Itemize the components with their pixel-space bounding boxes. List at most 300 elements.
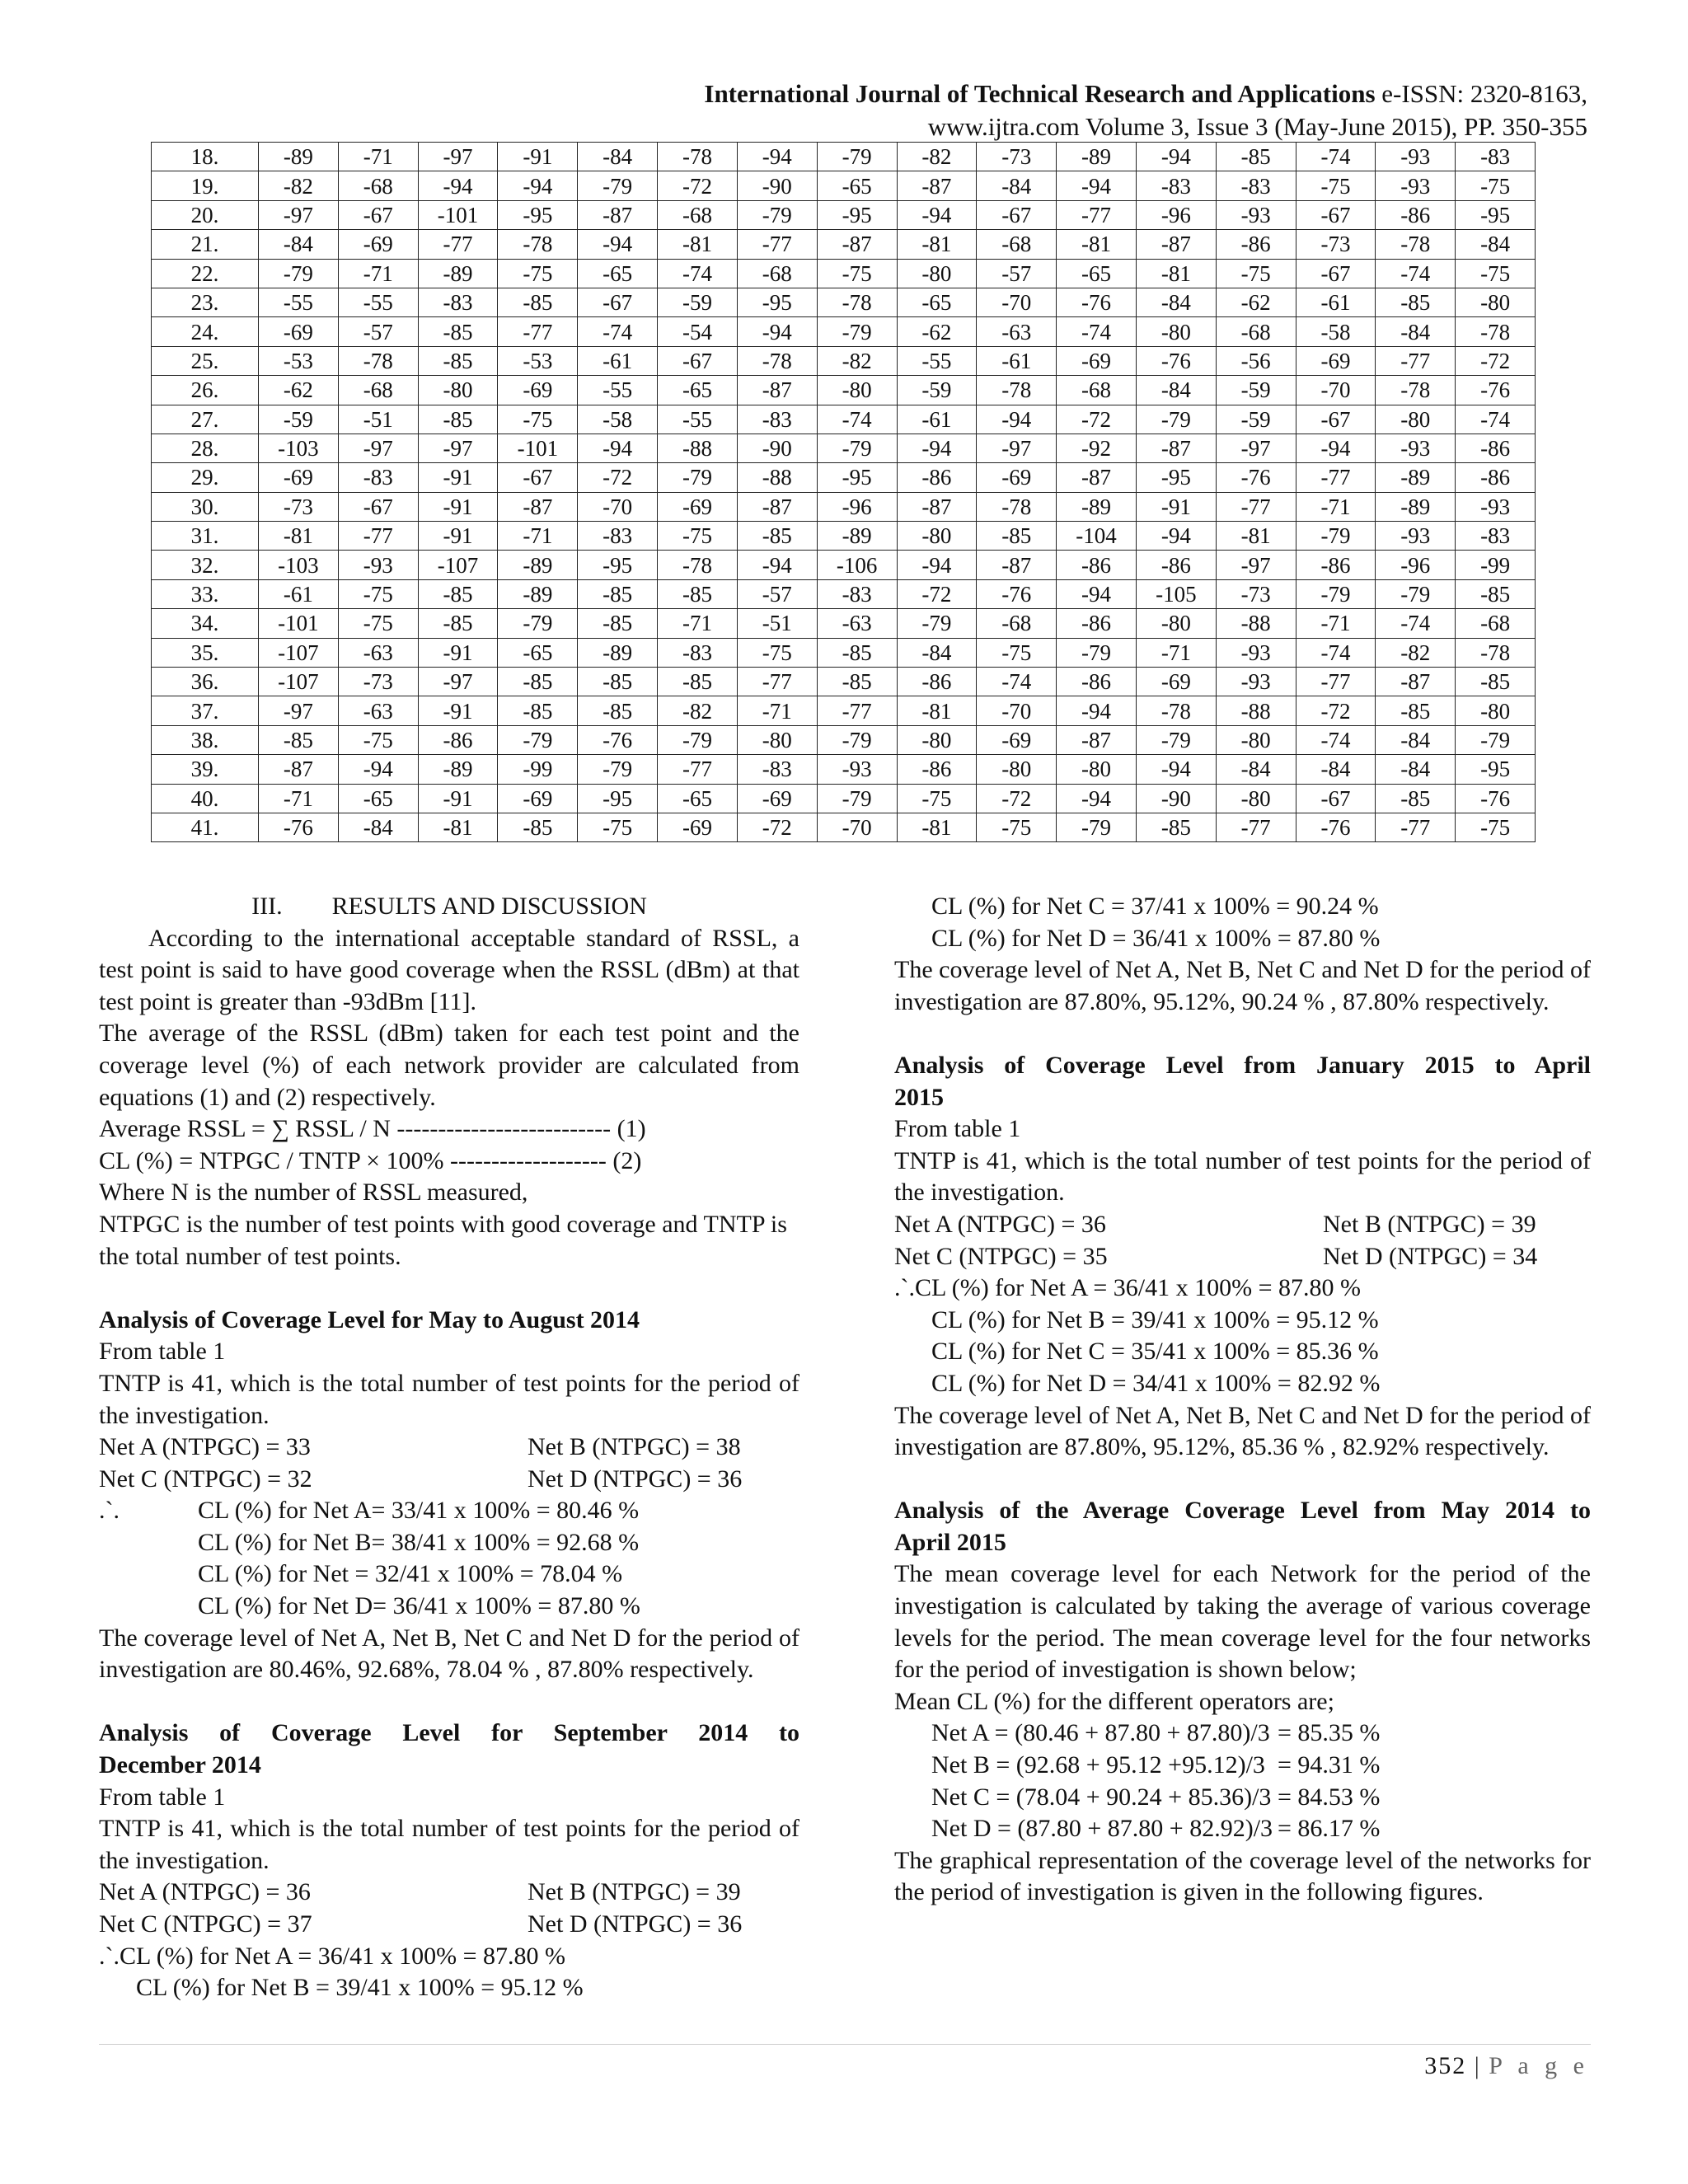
rssl-cell: -79 bbox=[1136, 725, 1216, 754]
rssl-cell: -83 bbox=[737, 405, 817, 434]
test-point-cell: 27. bbox=[152, 405, 259, 434]
rssl-cell: -75 bbox=[1216, 259, 1296, 288]
test-point-cell: 24. bbox=[152, 317, 259, 346]
rssl-cell: -63 bbox=[977, 317, 1057, 346]
rssl-cell: -72 bbox=[1057, 405, 1137, 434]
rssl-cell: -89 bbox=[817, 522, 897, 551]
rssl-cell: -69 bbox=[977, 725, 1057, 754]
rssl-cell: -62 bbox=[1216, 288, 1296, 316]
ntpgc-row bbox=[99, 1464, 799, 1496]
rssl-cell: -94 bbox=[1136, 522, 1216, 551]
rssl-cell: -89 bbox=[1057, 492, 1137, 521]
rssl-cell: -79 bbox=[1296, 579, 1376, 608]
rssl-cell: -72 bbox=[658, 171, 738, 200]
rssl-cell: -94 bbox=[418, 171, 498, 200]
rssl-cell: -94 bbox=[1057, 696, 1137, 725]
rssl-cell: -76 bbox=[1296, 813, 1376, 841]
rssl-cell: -87 bbox=[737, 376, 817, 405]
rssl-cell: -87 bbox=[1057, 725, 1137, 754]
rssl-cell: -83 bbox=[737, 755, 817, 784]
rssl-cell: -69 bbox=[498, 784, 578, 813]
rssl-cell: -72 bbox=[897, 579, 977, 608]
rssl-cell: -87 bbox=[977, 551, 1057, 579]
rssl-cell: -87 bbox=[498, 492, 578, 521]
test-point-cell: 31. bbox=[152, 522, 259, 551]
rssl-cell: -74 bbox=[817, 405, 897, 434]
rssl-cell: -101 bbox=[259, 609, 339, 638]
rssl-cell: -69 bbox=[1057, 346, 1137, 375]
rssl-cell: -67 bbox=[1296, 405, 1376, 434]
rssl-cell: -91 bbox=[418, 696, 498, 725]
rssl-cell: -86 bbox=[1376, 200, 1456, 229]
rssl-cell: -69 bbox=[737, 784, 817, 813]
rssl-cell: -71 bbox=[737, 696, 817, 725]
rssl-cell: -79 bbox=[817, 317, 897, 346]
table-row bbox=[152, 551, 1536, 579]
rssl-cell: -89 bbox=[1057, 143, 1137, 171]
rssl-cell: -87 bbox=[817, 230, 897, 259]
net-d-ntpgc: Net D (NTPGC) = 34 bbox=[1323, 1242, 1538, 1270]
rssl-cell: -65 bbox=[658, 784, 738, 813]
rssl-cell: -86 bbox=[1456, 463, 1536, 492]
net-b-ntpgc: Net B (NTPGC) = 39 bbox=[528, 1878, 741, 1906]
rssl-cell: -90 bbox=[737, 434, 817, 462]
rssl-cell: -92 bbox=[1057, 434, 1137, 462]
test-point-cell: 37. bbox=[152, 696, 259, 725]
mean-value: = 94.31 % bbox=[1278, 1751, 1381, 1779]
mean-expression: Net C = (78.04 + 90.24 + 85.36)/3 bbox=[931, 1783, 1272, 1811]
rssl-cell: -57 bbox=[737, 579, 817, 608]
net-a-ntpgc: Net A (NTPGC) = 36 bbox=[99, 1878, 311, 1906]
rssl-cell: -74 bbox=[658, 259, 738, 288]
rssl-cell: -75 bbox=[1456, 813, 1536, 841]
from-table: From table 1 bbox=[99, 1338, 226, 1366]
rssl-cell: -80 bbox=[1216, 784, 1296, 813]
rssl-cell: -84 bbox=[1216, 755, 1296, 784]
rssl-cell: -96 bbox=[817, 492, 897, 521]
rssl-cell: -79 bbox=[897, 609, 977, 638]
cl-net-a: .`.CL (%) for Net A = 36/41 x 100% = 87.80 % bbox=[99, 1942, 565, 1970]
rssl-cell: -96 bbox=[1136, 200, 1216, 229]
test-point-cell: 41. bbox=[152, 813, 259, 841]
rssl-cell: -87 bbox=[897, 492, 977, 521]
rssl-cell: -76 bbox=[1136, 346, 1216, 375]
rssl-cell: -70 bbox=[977, 288, 1057, 316]
rssl-cell: -51 bbox=[737, 609, 817, 638]
rssl-cell: -88 bbox=[1216, 609, 1296, 638]
rssl-cell: -86 bbox=[1057, 668, 1137, 696]
rssl-cell: -79 bbox=[817, 434, 897, 462]
rssl-cell: -73 bbox=[338, 668, 418, 696]
rssl-cell: -85 bbox=[1216, 143, 1296, 171]
page-footer bbox=[1424, 2052, 1589, 2080]
rssl-cell: -75 bbox=[338, 579, 418, 608]
rssl-cell: -91 bbox=[418, 492, 498, 521]
rssl-cell: -53 bbox=[498, 346, 578, 375]
rssl-cell: -78 bbox=[1376, 230, 1456, 259]
rssl-cell: -93 bbox=[1456, 492, 1536, 521]
rssl-cell: -84 bbox=[338, 813, 418, 841]
rssl-cell: -81 bbox=[658, 230, 738, 259]
rssl-cell: -63 bbox=[817, 609, 897, 638]
rssl-cell: -89 bbox=[418, 259, 498, 288]
rssl-cell: -59 bbox=[897, 376, 977, 405]
issn: e-ISSN: 2320-8163, bbox=[1375, 79, 1587, 108]
rssl-cell: -55 bbox=[338, 288, 418, 316]
page-label: P a g e bbox=[1489, 2052, 1589, 2079]
rssl-cell: -76 bbox=[1456, 376, 1536, 405]
rssl-cell: -78 bbox=[1376, 376, 1456, 405]
test-point-cell: 39. bbox=[152, 755, 259, 784]
table-row bbox=[152, 813, 1536, 841]
test-point-cell: 18. bbox=[152, 143, 259, 171]
rssl-cell: -80 bbox=[817, 376, 897, 405]
rssl-cell: -95 bbox=[1136, 463, 1216, 492]
ntpgc-row bbox=[99, 1877, 799, 1909]
ntpgc-row bbox=[99, 1909, 799, 1941]
rssl-cell: -71 bbox=[1136, 638, 1216, 667]
rssl-cell: -75 bbox=[977, 638, 1057, 667]
mean-expression: Net D = (87.80 + 87.80 + 82.92)/3 bbox=[931, 1815, 1273, 1843]
rssl-cell: -89 bbox=[1376, 492, 1456, 521]
rssl-cell: -78 bbox=[817, 288, 897, 316]
table-row bbox=[152, 725, 1536, 754]
rssl-cell: -85 bbox=[1456, 668, 1536, 696]
rssl-cell: -61 bbox=[1296, 288, 1376, 316]
rssl-cell: -82 bbox=[817, 346, 897, 375]
tntp-text: TNTP is 41, which is the total number of test points for the period of the investigation. bbox=[99, 1815, 799, 1874]
rssl-cell: -87 bbox=[737, 492, 817, 521]
rssl-cell: -93 bbox=[817, 755, 897, 784]
rssl-cell: -75 bbox=[737, 638, 817, 667]
rssl-cell: -75 bbox=[1296, 171, 1376, 200]
rssl-cell: -74 bbox=[1376, 259, 1456, 288]
rssl-cell: -75 bbox=[1456, 171, 1536, 200]
rssl-cell: -69 bbox=[498, 376, 578, 405]
rssl-cell: -84 bbox=[1136, 288, 1216, 316]
rssl-cell: -54 bbox=[658, 317, 738, 346]
table-row bbox=[152, 376, 1536, 405]
rssl-cell: -79 bbox=[1057, 638, 1137, 667]
rssl-cell: -73 bbox=[1216, 579, 1296, 608]
rssl-cell: -68 bbox=[977, 230, 1057, 259]
rssl-cell: -86 bbox=[1057, 551, 1137, 579]
rssl-cell: -94 bbox=[578, 434, 658, 462]
heading-average-coverage: Analysis of the Average Coverage Level from May 2014 to bbox=[894, 1497, 1591, 1525]
rssl-cell: -85 bbox=[578, 609, 658, 638]
rssl-cell: -85 bbox=[1376, 288, 1456, 316]
mean-row bbox=[894, 1718, 1591, 1750]
rssl-cell: -68 bbox=[1216, 317, 1296, 346]
heading-may-aug-2014: Analysis of Coverage Level for May to August 2014 bbox=[99, 1305, 640, 1333]
rssl-cell: -83 bbox=[1456, 143, 1536, 171]
rssl-cell: -94 bbox=[1057, 171, 1137, 200]
test-point-cell: 30. bbox=[152, 492, 259, 521]
rssl-cell: -61 bbox=[897, 405, 977, 434]
rssl-cell: -99 bbox=[1456, 551, 1536, 579]
rssl-cell: -57 bbox=[977, 259, 1057, 288]
rssl-cell: -86 bbox=[897, 668, 977, 696]
rssl-cell: -77 bbox=[817, 696, 897, 725]
rssl-cell: -75 bbox=[498, 405, 578, 434]
rssl-cell: -94 bbox=[1296, 434, 1376, 462]
rssl-cell: -77 bbox=[1296, 463, 1376, 492]
rssl-cell: -83 bbox=[1136, 171, 1216, 200]
rssl-cell: -86 bbox=[418, 725, 498, 754]
rssl-cell: -97 bbox=[418, 668, 498, 696]
rssl-cell: -77 bbox=[498, 317, 578, 346]
rssl-cell: -97 bbox=[338, 434, 418, 462]
mean-intro: Mean CL (%) for the different operators are; bbox=[894, 1687, 1334, 1715]
rssl-cell: -51 bbox=[338, 405, 418, 434]
rssl-cell: -97 bbox=[259, 696, 339, 725]
rssl-cell: -79 bbox=[1376, 579, 1456, 608]
journal-title: International Journal of Technical Research and Applications bbox=[704, 79, 1376, 108]
rssl-cell: -95 bbox=[1456, 755, 1536, 784]
rssl-cell: -59 bbox=[1216, 376, 1296, 405]
where-line-2: NTPGC is the number of test points with good coverage and TNTP is the total number of test points. bbox=[99, 1210, 787, 1270]
rssl-cell: -85 bbox=[658, 668, 738, 696]
rssl-cell: -72 bbox=[737, 813, 817, 841]
table-row bbox=[152, 346, 1536, 375]
test-point-cell: 40. bbox=[152, 784, 259, 813]
mean-row bbox=[894, 1782, 1591, 1814]
rssl-cell: -76 bbox=[578, 725, 658, 754]
table-row bbox=[152, 143, 1536, 171]
rssl-cell: -103 bbox=[259, 434, 339, 462]
rssl-cell: -89 bbox=[498, 579, 578, 608]
rssl-cell: -107 bbox=[418, 551, 498, 579]
rssl-cell: -101 bbox=[418, 200, 498, 229]
rssl-cell: -74 bbox=[1296, 638, 1376, 667]
rssl-cell: -86 bbox=[897, 755, 977, 784]
rssl-cell: -85 bbox=[578, 696, 658, 725]
rssl-cell: -77 bbox=[1057, 200, 1137, 229]
ntpgc-row bbox=[894, 1241, 1591, 1273]
rssl-cell: -84 bbox=[1296, 755, 1376, 784]
page-number: 352 bbox=[1424, 2052, 1467, 2079]
rssl-cell: -105 bbox=[1136, 579, 1216, 608]
table-row bbox=[152, 434, 1536, 462]
rssl-cell: -83 bbox=[658, 638, 738, 667]
rssl-cell: -72 bbox=[578, 463, 658, 492]
rssl-cell: -67 bbox=[498, 463, 578, 492]
rssl-cell: -74 bbox=[1057, 317, 1137, 346]
rssl-cell: -85 bbox=[498, 668, 578, 696]
rssl-cell: -73 bbox=[259, 492, 339, 521]
rssl-cell: -86 bbox=[1296, 551, 1376, 579]
rssl-cell: -97 bbox=[977, 434, 1057, 462]
rssl-cell: -80 bbox=[737, 725, 817, 754]
rssl-cell: -88 bbox=[737, 463, 817, 492]
rssl-cell: -77 bbox=[737, 230, 817, 259]
rssl-cell: -93 bbox=[1216, 668, 1296, 696]
summary-jan-apr: The coverage level of Net A, Net B, Net C and Net D for the period of investigation are 87.80%, 95.12%, 85.36 % , 82.92% respectively. bbox=[894, 1401, 1591, 1461]
rssl-cell: -79 bbox=[498, 609, 578, 638]
rssl-cell: -71 bbox=[658, 609, 738, 638]
mean-row bbox=[894, 1813, 1591, 1845]
mean-value: = 84.53 % bbox=[1278, 1783, 1381, 1811]
rssl-cell: -79 bbox=[1136, 405, 1216, 434]
rssl-cell: -104 bbox=[1057, 522, 1137, 551]
rssl-cell: -83 bbox=[338, 463, 418, 492]
rssl-cell: -85 bbox=[817, 638, 897, 667]
rssl-cell: -82 bbox=[1376, 638, 1456, 667]
header-line-2: www.ijtra.com Volume 3, Issue 3 (May-June 2015), PP. 350-355 bbox=[927, 112, 1587, 141]
rssl-cell: -71 bbox=[338, 143, 418, 171]
rssl-cell: -83 bbox=[1216, 171, 1296, 200]
rssl-cell: -93 bbox=[1376, 434, 1456, 462]
rssl-cell: -63 bbox=[338, 696, 418, 725]
cl-net-b: CL (%) for Net B = 39/41 x 100% = 95.12 % bbox=[136, 1974, 584, 2002]
rssl-cell: -69 bbox=[259, 317, 339, 346]
rssl-cell: -89 bbox=[1376, 463, 1456, 492]
left-column bbox=[99, 891, 799, 2004]
rssl-cell: -87 bbox=[259, 755, 339, 784]
table-row bbox=[152, 405, 1536, 434]
rssl-cell: -77 bbox=[418, 230, 498, 259]
table-row bbox=[152, 288, 1536, 316]
rssl-cell: -95 bbox=[817, 463, 897, 492]
rssl-cell: -85 bbox=[578, 579, 658, 608]
rssl-cell: -94 bbox=[1136, 143, 1216, 171]
rssl-cell: -84 bbox=[1376, 725, 1456, 754]
rssl-cell: -85 bbox=[1376, 696, 1456, 725]
net-c-ntpgc: Net C (NTPGC) = 37 bbox=[99, 1910, 312, 1938]
rssl-cell: -69 bbox=[338, 230, 418, 259]
cl-net-c: CL (%) for Net C = 35/41 x 100% = 85.36 % bbox=[931, 1338, 1379, 1366]
rssl-cell: -94 bbox=[338, 755, 418, 784]
table-row bbox=[152, 668, 1536, 696]
rssl-cell: -94 bbox=[1057, 579, 1137, 608]
table-row bbox=[152, 171, 1536, 200]
footer-divider bbox=[99, 2044, 1591, 2045]
rssl-cell: -76 bbox=[1057, 288, 1137, 316]
header-line-1 bbox=[704, 77, 1587, 110]
cl-net-d: CL (%) for Net D = 34/41 x 100% = 82.92 % bbox=[931, 1369, 1381, 1397]
rssl-cell: -67 bbox=[1296, 784, 1376, 813]
ntpgc-row bbox=[894, 1209, 1591, 1241]
rssl-cell: -72 bbox=[977, 784, 1057, 813]
rssl-cell: -58 bbox=[578, 405, 658, 434]
rssl-cell: -80 bbox=[1456, 288, 1536, 316]
rssl-cell: -65 bbox=[1057, 259, 1137, 288]
cl-net-c: CL (%) for Net C = 37/41 x 100% = 90.24 % bbox=[931, 893, 1379, 920]
test-point-cell: 25. bbox=[152, 346, 259, 375]
cl-net-b: CL (%) for Net B = 39/41 x 100% = 95.12 % bbox=[931, 1305, 1379, 1333]
rssl-cell: -71 bbox=[1296, 492, 1376, 521]
rssl-cell: -68 bbox=[338, 376, 418, 405]
test-point-cell: 22. bbox=[152, 259, 259, 288]
rssl-cell: -78 bbox=[338, 346, 418, 375]
rssl-cell: -85 bbox=[418, 579, 498, 608]
rssl-cell: -62 bbox=[259, 376, 339, 405]
rssl-cell: -84 bbox=[977, 171, 1057, 200]
rssl-cell: -65 bbox=[817, 171, 897, 200]
rssl-cell: -74 bbox=[977, 668, 1057, 696]
rssl-cell: -55 bbox=[259, 288, 339, 316]
rssl-cell: -69 bbox=[259, 463, 339, 492]
rssl-cell: -79 bbox=[578, 171, 658, 200]
rssl-cell: -85 bbox=[977, 522, 1057, 551]
rssl-cell: -85 bbox=[498, 813, 578, 841]
rssl-cell: -87 bbox=[578, 200, 658, 229]
rssl-cell: -84 bbox=[1456, 230, 1536, 259]
rssl-cell: -85 bbox=[418, 405, 498, 434]
rssl-cell: -79 bbox=[817, 725, 897, 754]
rssl-cell: -77 bbox=[1376, 813, 1456, 841]
test-point-cell: 19. bbox=[152, 171, 259, 200]
rssl-cell: -68 bbox=[1057, 376, 1137, 405]
net-a-ntpgc: Net A (NTPGC) = 33 bbox=[99, 1433, 311, 1461]
cl-row bbox=[99, 1495, 799, 1527]
rssl-cell: -86 bbox=[1456, 434, 1536, 462]
rssl-cell: -81 bbox=[897, 696, 977, 725]
journal-header bbox=[704, 77, 1587, 143]
rssl-cell: -87 bbox=[1376, 668, 1456, 696]
rssl-cell: -94 bbox=[737, 551, 817, 579]
rssl-cell: -107 bbox=[259, 668, 339, 696]
equation-2: CL (%) = NTPGC / TNTP × 100% ------------------- (2) bbox=[99, 1146, 642, 1174]
table-row bbox=[152, 638, 1536, 667]
rssl-cell: -75 bbox=[977, 813, 1057, 841]
net-d-ntpgc: Net D (NTPGC) = 36 bbox=[528, 1910, 743, 1938]
heading-sep-dec-2014: Analysis of Coverage Level for September 2014 to bbox=[99, 1719, 799, 1747]
table-row bbox=[152, 492, 1536, 521]
cl-net-b: CL (%) for Net B= 38/41 x 100% = 92.68 % bbox=[198, 1528, 640, 1556]
where-line-1: Where N is the number of RSSL measured, bbox=[99, 1179, 528, 1207]
rssl-cell: -84 bbox=[1136, 376, 1216, 405]
rssl-cell: -79 bbox=[498, 725, 578, 754]
net-d-ntpgc: Net D (NTPGC) = 36 bbox=[528, 1465, 743, 1493]
rssl-cell: -76 bbox=[1456, 784, 1536, 813]
rssl-cell: -95 bbox=[1456, 200, 1536, 229]
test-point-cell: 32. bbox=[152, 551, 259, 579]
rssl-cell: -87 bbox=[897, 171, 977, 200]
rssl-cell: -72 bbox=[1456, 346, 1536, 375]
rssl-cell: -91 bbox=[418, 463, 498, 492]
from-table: From table 1 bbox=[99, 1783, 226, 1811]
rssl-cell: -96 bbox=[1376, 551, 1456, 579]
rssl-cell: -99 bbox=[498, 755, 578, 784]
rssl-cell: -95 bbox=[737, 288, 817, 316]
rssl-cell: -69 bbox=[658, 813, 738, 841]
rssl-cell: -85 bbox=[259, 725, 339, 754]
rssl-cell: -81 bbox=[1136, 259, 1216, 288]
rssl-cell: -53 bbox=[259, 346, 339, 375]
mean-value: = 85.35 % bbox=[1278, 1719, 1381, 1747]
rssl-cell: -97 bbox=[1216, 434, 1296, 462]
rssl-cell: -84 bbox=[897, 638, 977, 667]
rssl-cell: -87 bbox=[1136, 230, 1216, 259]
rssl-cell: -65 bbox=[338, 784, 418, 813]
rssl-cell: -75 bbox=[1456, 259, 1536, 288]
rssl-cell: -79 bbox=[578, 755, 658, 784]
rssl-cell: -74 bbox=[1456, 405, 1536, 434]
rssl-cell: -86 bbox=[897, 463, 977, 492]
rssl-cell: -55 bbox=[658, 405, 738, 434]
rssl-cell: -107 bbox=[259, 638, 339, 667]
rssl-cell: -84 bbox=[1376, 755, 1456, 784]
rssl-cell: -59 bbox=[259, 405, 339, 434]
rssl-cell: -80 bbox=[1456, 696, 1536, 725]
rssl-cell: -80 bbox=[1136, 317, 1216, 346]
rssl-cell: -67 bbox=[1296, 200, 1376, 229]
rssl-cell: -94 bbox=[1057, 784, 1137, 813]
rssl-cell: -78 bbox=[977, 492, 1057, 521]
rssl-cell: -67 bbox=[338, 492, 418, 521]
rssl-cell: -79 bbox=[817, 143, 897, 171]
